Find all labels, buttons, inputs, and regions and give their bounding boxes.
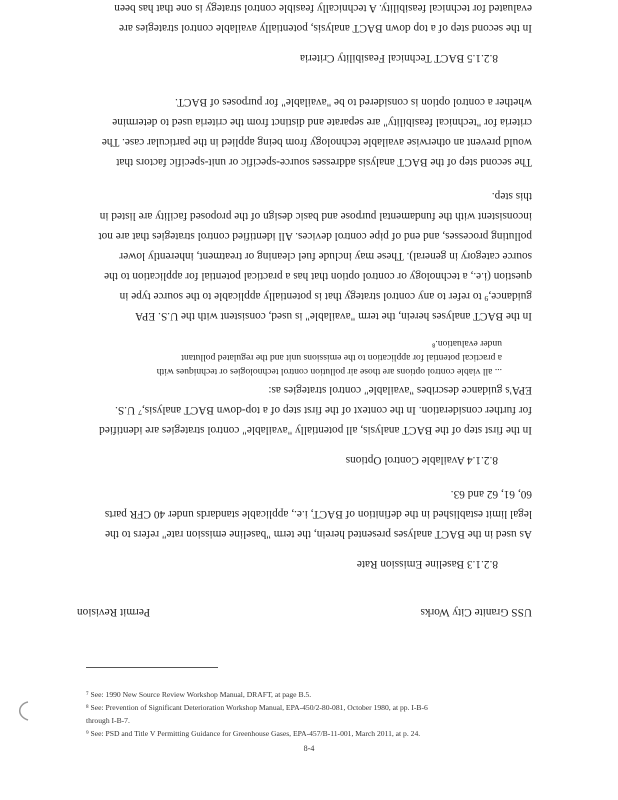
section-heading-baseline-emission-rate: 8.2.1.3 Baseline Emission Rate [356,558,498,570]
text-line: 60, 61, 62 and 63. [450,488,532,500]
quote-line: under evaluation.⁸ [432,338,502,349]
text-line: evaluated for technical feasibility. A technically feasible control strategy is one that has been [114,2,532,14]
text-line: polluting processes, and end of pipe control devices. All identified control strategies that are not [98,230,532,242]
text-line: whether a control option is considered to be "available" for purposes of BACT. [175,96,532,108]
text-line: this step. [491,190,532,202]
page-header [77,602,532,622]
footnotes [86,688,546,740]
text-line: In the first step of the BACT analysis, all potentially "available" control strategies are identified [99,424,532,436]
paragraph-baseline-emission-rate [77,484,532,544]
text-line: The second step of the BACT analysis addresses source-specific or unit-specific factors that [116,156,532,168]
footnote-8: ⁸ See: Prevention of Significant Deterioration Workshop Manual, EPA-450/2-80-081, October 1980, at pp. I-B-6 [86,703,428,712]
text-line: As used in the BACT analyses presented herein, the term "baseline emission rate" refers to the [105,528,532,540]
paragraph-second-step [77,92,532,172]
scan-artifact-icon [14,700,32,722]
text-line: EPA's guidance describes "available" control strategies as: [268,384,532,396]
block-quote-epa-guidance [77,336,532,378]
footnote-8-continued: through I-B-7. [86,716,130,725]
section-heading-available-control-options: 8.2.1.4 Available Control Options [345,454,498,466]
text-line: criteria for "technical feasibility" are separate and distinct from the criteria used to determine [112,116,532,128]
text-line: guidance,⁹ to refer to any control strategy that is potentially applicable to the source type in [119,290,532,302]
footnote-separator [86,667,218,668]
header-document-title: Permit Revision [77,606,151,618]
paragraph-available-definition [77,186,532,326]
text-line: question (i.e., a technology or control option that has a practical potential for application to the [104,270,532,282]
paragraph-available-control-options [77,380,532,440]
section-heading-technical-feasibility: 8.2.1.5 BACT Technical Feasibility Criteria [299,52,498,64]
paragraph-technical-feasibility [77,0,532,38]
text-line: inconsistent with the fundamental purpose and basic design of the proposed facility are listed in [99,210,532,222]
page-number: 8-4 [303,744,315,753]
quote-line: ... all viable control options are those air pollution control technologies or techniques with [156,366,502,377]
footnote-7: ⁷ See: 1990 New Source Review Workshop Manual, DRAFT, at page B.5. [86,690,312,699]
text-line: source category in general). These may include fuel cleaning or treatment, inherently lower [119,250,532,262]
quote-line: a practical potential for application to the emissions unit and the regulated pollutant [181,352,502,363]
text-line: In the BACT analyses herein, the term "available" is used, consistent with the U.S. EPA [134,310,532,322]
text-line: for further consideration. In the context of the first step of a top-down BACT analysis,⁷ U.S. [115,404,532,416]
footnote-9: ⁹ See: PSD and Title V Permitting Guidance for Greenhouse Gases, EPA-457/B-11-001, March 2011, at p. 24. [86,729,421,738]
text-line: In the second step of a top down BACT analysis, potentially available control strategies are [119,22,532,34]
text-line: legal limit established in the definition of BACT, i.e., applicable standards under 40 CFR parts [104,508,532,520]
text-line: would prevent an otherwise available technology from being applied in the particular case. The [101,136,532,148]
header-facility-name: USS Granite City Works [420,606,532,618]
